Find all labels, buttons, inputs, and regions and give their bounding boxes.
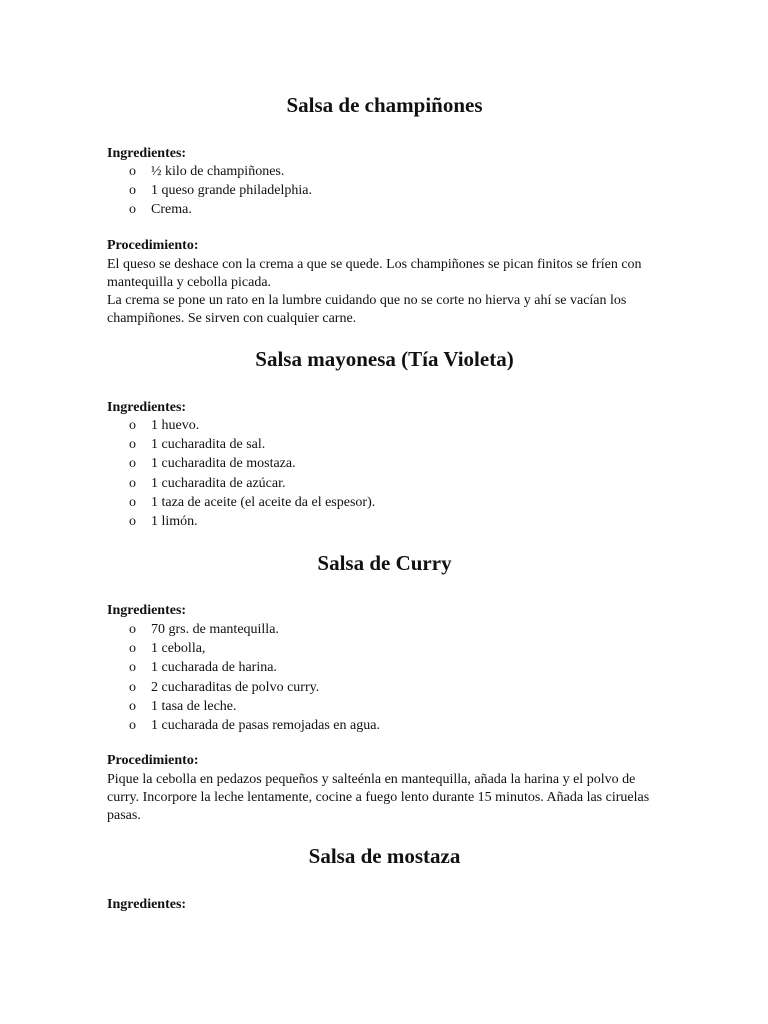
ingredients-label-curry: Ingredientes: (107, 603, 187, 618)
section-title-champinones: Salsa de champiñones (286, 93, 483, 117)
bullet-marker: o (129, 418, 136, 433)
procedure-text-champinones-1: El queso se deshace con la crema a que se quede. Los champiñones se pican finitos se fríen con mantequilla y cebolla picada. (107, 257, 642, 291)
bullet-marker: o (129, 679, 136, 695)
bullet-marker: o (129, 437, 136, 453)
bullet-marker: o (129, 456, 136, 472)
bullet-marker: o (129, 494, 136, 510)
bullet-marker: o (129, 622, 136, 637)
bullet-marker: o (129, 717, 136, 733)
section-title-mayonesa: Salsa mayonesa (Tía Violeta) (255, 347, 514, 371)
bullet-marker: o (129, 202, 136, 218)
section-title-curry: Salsa de Curry (317, 551, 452, 575)
bullet-marker: o (129, 164, 136, 179)
procedure-label-curry: Procedimiento: (107, 753, 199, 768)
bullet-marker: o (129, 660, 136, 676)
procedure-text-champinones-2: La crema se pone un rato en la lumbre cuidando que no se corte no hierva y ahí se vacían los champiñones. Se sirven con cualquier carne. (107, 293, 627, 327)
section-title-mostaza: Salsa de mostaza (308, 844, 461, 868)
bullet-marker: o (129, 641, 136, 657)
bullet-marker: o (129, 513, 136, 529)
ingredients-label-mostaza: Ingredientes: (107, 897, 187, 912)
bullet-marker: o (129, 183, 136, 199)
procedure-label-champinones: Procedimiento: (107, 238, 199, 253)
procedure-text-curry: Pique la cebolla en pedazos pequeños y salteénla en mantequilla, añada la harina y el polvo de curry. Incorpore la leche lentamente, cocine a fuego lento durante 15 minutos. Añada las ciruelas pasas. (107, 772, 650, 824)
ingredients-label-mayonesa: Ingredientes: (107, 400, 187, 415)
bullet-marker: o (129, 475, 136, 491)
bullet-marker: o (129, 698, 136, 714)
ingredients-label-champinones: Ingredientes: (107, 146, 187, 161)
